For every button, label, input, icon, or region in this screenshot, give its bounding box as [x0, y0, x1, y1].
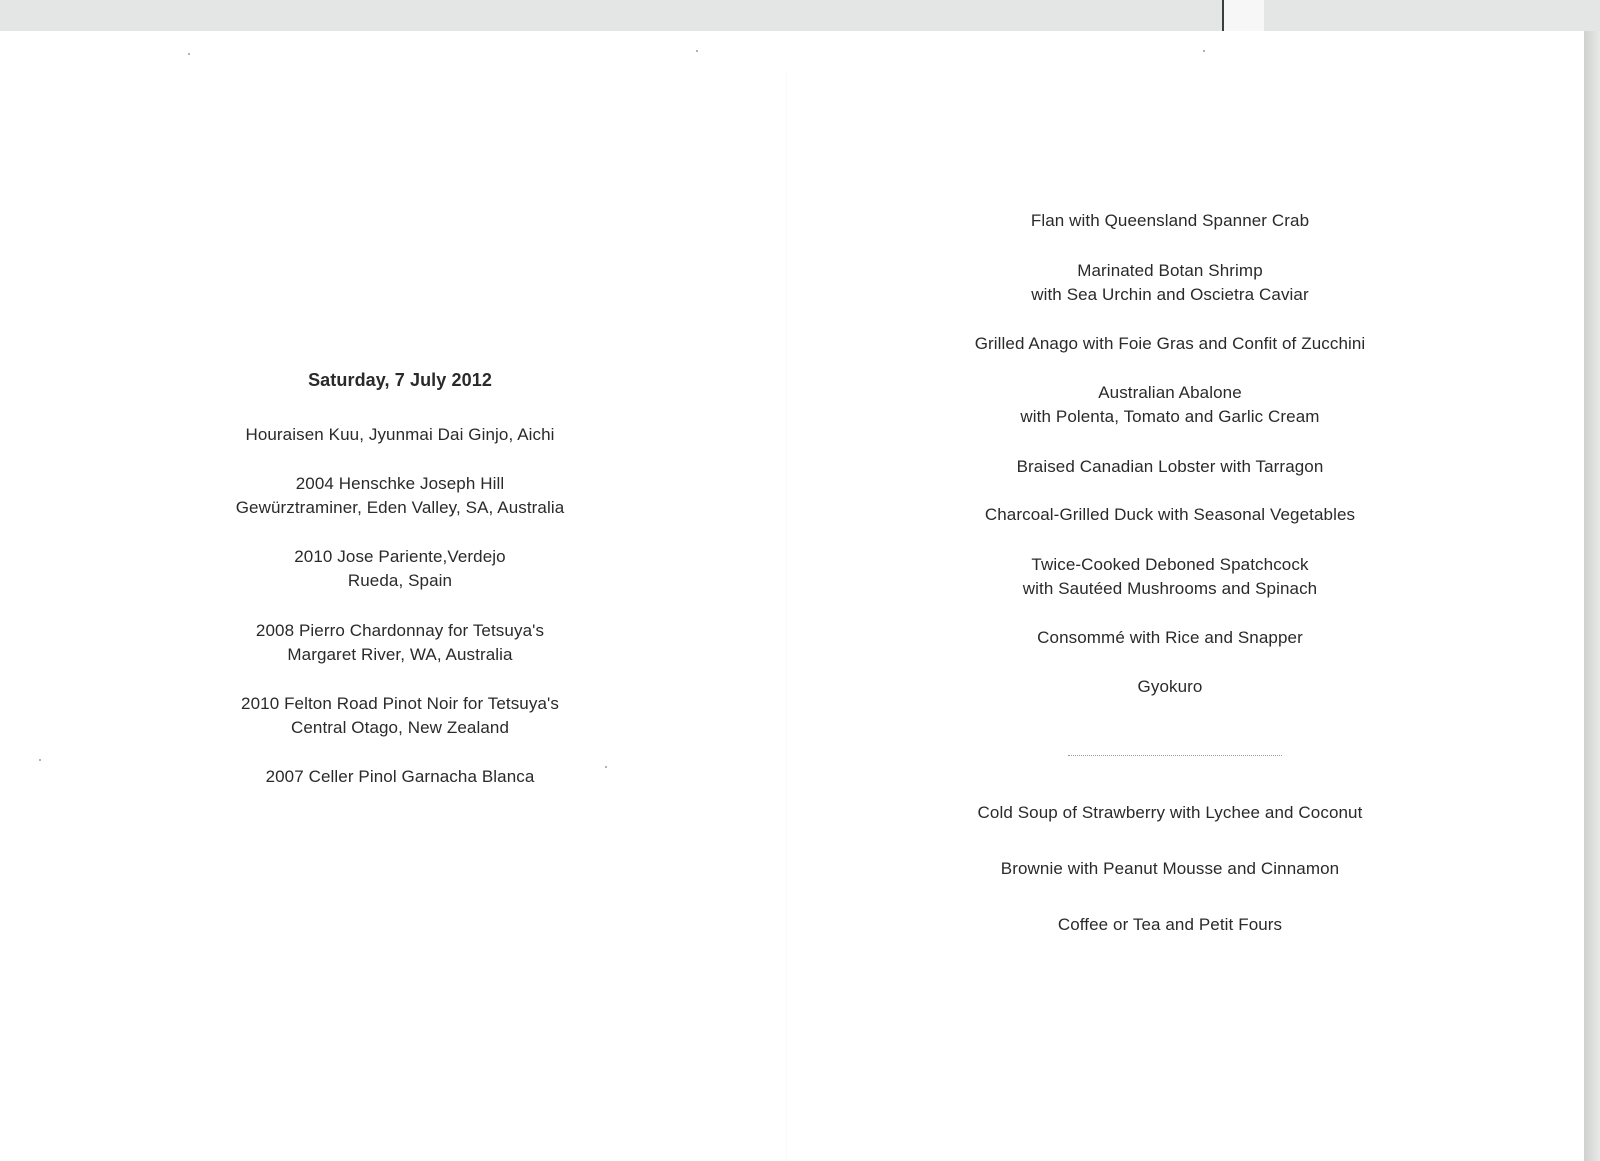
course-line: Grilled Anago with Foie Gras and Confit of Zucchini	[974, 334, 1366, 353]
course-line: Twice-Cooked Deboned Spatchcock	[1031, 555, 1309, 574]
scan-speck	[188, 53, 190, 55]
wine-line: 2004 Henschke Joseph Hill	[295, 474, 505, 493]
backdrop-clip-edge	[1222, 0, 1264, 34]
scan-speck	[39, 759, 41, 761]
page-fold	[786, 71, 787, 1161]
wine-line: Rueda, Spain	[347, 571, 453, 590]
scan-speck	[696, 50, 698, 52]
wine-line: Central Otago, New Zealand	[290, 718, 510, 737]
course-line: Australian Abalone	[1098, 383, 1242, 402]
course-line: with Sautéed Mushrooms and Spinach	[1022, 579, 1318, 598]
wine-line: 2010 Jose Pariente,Verdejo	[294, 547, 506, 566]
course-line: Gyokuro	[1137, 677, 1203, 696]
dessert-line: Cold Soup of Strawberry with Lychee and Coconut	[977, 803, 1363, 822]
dessert-line: Coffee or Tea and Petit Fours	[1057, 915, 1283, 934]
scan-speck	[1203, 50, 1205, 52]
course-line: with Sea Urchin and Oscietra Caviar	[1031, 285, 1309, 304]
wine-line: 2010 Felton Road Pinot Noir for Tetsuya's	[241, 694, 559, 713]
wine-line: 2008 Pierro Chardonnay for Tetsuya's	[255, 621, 545, 640]
wine-line: Gewürztraminer, Eden Valley, SA, Australia	[235, 498, 565, 517]
page-right-edge	[1584, 31, 1600, 1161]
wine-line: 2007 Celler Pinol Garnacha Blanca	[265, 767, 535, 786]
wine-line: Margaret River, WA, Australia	[287, 645, 513, 664]
course-line: Flan with Queensland Spanner Crab	[1030, 211, 1310, 230]
course-line: with Polenta, Tomato and Garlic Cream	[1020, 407, 1320, 426]
course-line: Braised Canadian Lobster with Tarragon	[1016, 457, 1324, 476]
scan-speck	[605, 766, 607, 768]
wine-line: Houraisen Kuu, Jyunmai Dai Ginjo, Aichi	[245, 425, 555, 444]
course-dessert-divider	[1068, 755, 1282, 756]
menu-date: Saturday, 7 July 2012	[308, 370, 492, 390]
dessert-line: Brownie with Peanut Mousse and Cinnamon	[1000, 859, 1340, 878]
course-line: Marinated Botan Shrimp	[1077, 261, 1263, 280]
course-line: Consommé with Rice and Snapper	[1037, 628, 1303, 647]
course-line: Charcoal-Grilled Duck with Seasonal Vegetables	[984, 505, 1356, 524]
menu-page	[0, 31, 1584, 1161]
